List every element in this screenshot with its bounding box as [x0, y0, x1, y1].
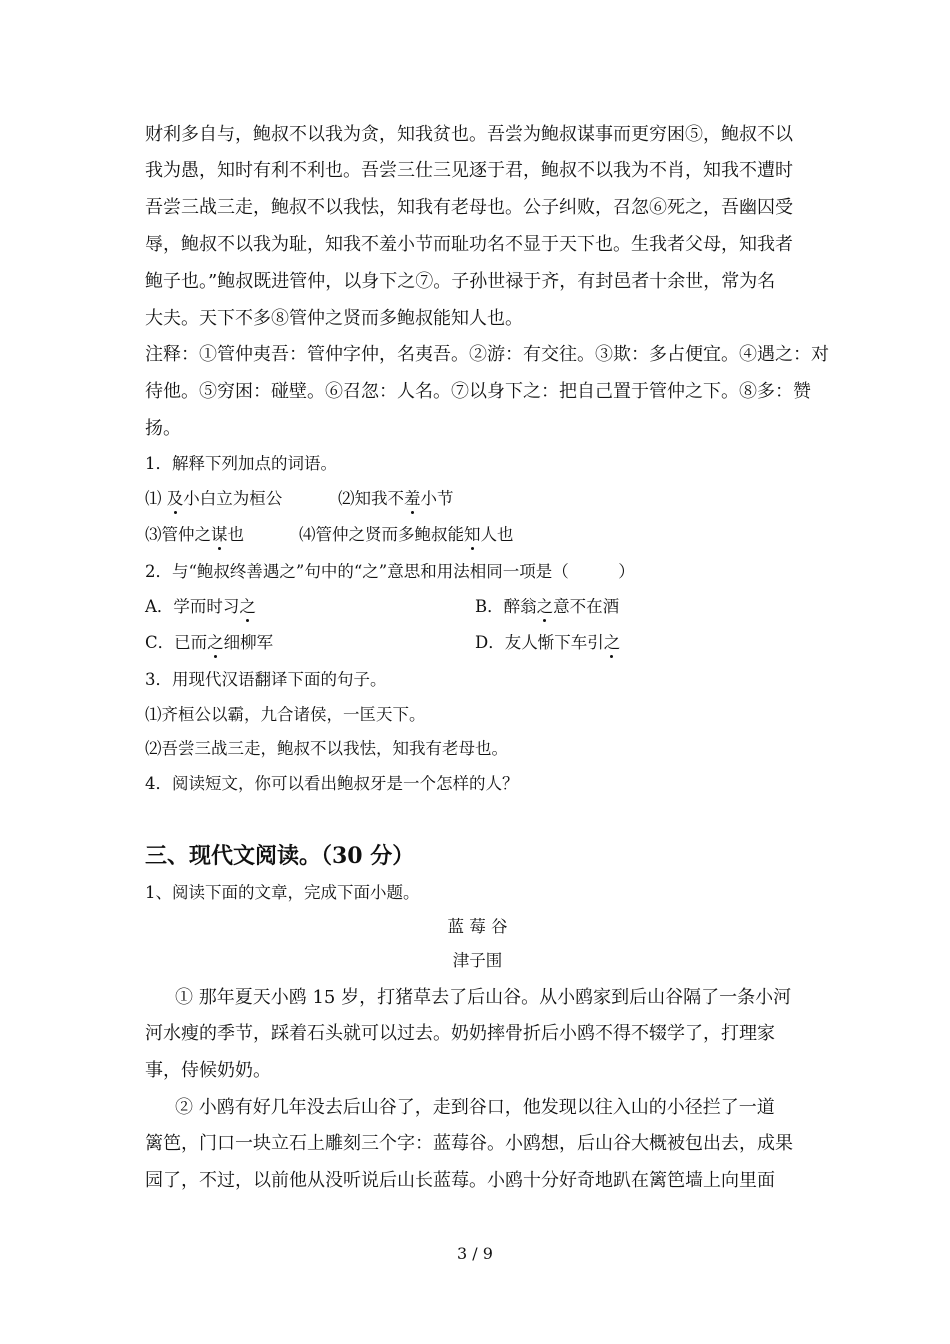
- item-text: 也: [227, 525, 244, 544]
- passage-line: 我为愚，知时有利不利也。吾尝三仕三见逐于君，鲍叔不以我为不肖，知我不遭时: [145, 160, 793, 181]
- passage-line: 辱，鲍叔不以我为耻，知我不羞小节而耻功名不显于天下也。生我者父母，知我者: [145, 234, 793, 255]
- article-author: 津子围: [452, 951, 503, 970]
- option-c: [145, 633, 273, 653]
- question-3: 3．用现代汉语翻译下面的句子。: [145, 670, 387, 689]
- paragraph-line: 河水瘦的季节，踩着石头就可以过去。奶奶摔骨折后小鸥不得不辍学了，打理家: [145, 1023, 775, 1044]
- passage-line: 吾尝三战三走，鲍叔不以我怯，知我有老母也。公子纠败，召忽⑥死之，吾幽囚受: [145, 197, 793, 218]
- dotted-word: 之: [239, 597, 256, 616]
- item-text: 小白立为桓公: [183, 489, 283, 508]
- question-1-item-4: [299, 525, 514, 545]
- note-line: 扬。: [145, 418, 181, 439]
- dotted-word: 之: [603, 633, 621, 652]
- option-text: 意不在酒: [553, 597, 620, 616]
- item-prefix: ⑷管仲之贤而多鲍叔能: [299, 525, 464, 544]
- question-1-item-1: [145, 489, 282, 509]
- dotted-word: 羞: [404, 489, 421, 508]
- article-title: 蓝 莓 谷: [447, 917, 508, 936]
- question-1-item-2: [338, 489, 454, 509]
- question-4: 4．阅读短文，你可以看出鲍叔牙是一个怎样的人？: [145, 774, 519, 793]
- passage-line: 财利多自与，鲍叔不以我为贪，知我贫也。吾尝为鲍叔谋事而更穷困⑤，鲍叔不以: [145, 124, 793, 145]
- dotted-word: 谋: [211, 525, 228, 544]
- question-3-item-2: ⑵吾尝三战三走，鲍叔不以我怯，知我有老母也。: [145, 739, 508, 758]
- item-prefix: ⑴: [145, 489, 167, 508]
- section-heading: 三、现代文阅读。（30 分）: [145, 843, 415, 869]
- question-1-item-3: [145, 525, 244, 545]
- option-text: A．学而时习: [145, 597, 240, 616]
- item-text: 小节: [420, 489, 454, 508]
- question-3-item-1: ⑴齐桓公以霸，九合诸侯，一匡天下。: [145, 705, 426, 724]
- option-a: [145, 597, 256, 617]
- option-b: [475, 597, 619, 617]
- option-d: [475, 633, 620, 653]
- option-text: D．友人惭下车引: [475, 633, 604, 652]
- item-prefix: ⑶管仲之: [145, 525, 211, 544]
- passage-line: 鲍子也。”鲍叔既进管仲，以身下之⑦。子孙世禄于齐，有封邑者十余世，常为名: [145, 271, 776, 292]
- item-text: 人也: [480, 525, 514, 544]
- note-line: 注释：①管仲夷吾：管仲字仲，名夷吾。②游：有交往。③欺：多占便宜。④遇之：对: [145, 344, 829, 365]
- paragraph-line: 园了，不过，以前他从没听说后山长蓝莓。小鸥十分好奇地趴在篱笆墙上向里面: [145, 1170, 775, 1191]
- option-text: 细柳军: [223, 633, 274, 652]
- dotted-word: 之: [207, 633, 224, 652]
- option-text: C．已而: [145, 633, 208, 652]
- page-number: 3 / 9: [457, 1244, 493, 1263]
- intro-line: 1、阅读下面的文章，完成下面小题。: [145, 883, 420, 902]
- question-2: 2．与“鲍叔终善遇之”句中的“之”意思和用法相同一项是（ ）: [145, 562, 635, 581]
- question-1: 1．解释下列加点的词语。: [145, 454, 337, 473]
- paragraph-line: ① 那年夏天小鸥 15 岁，打猪草去了后山谷。从小鸥家到后山谷隔了一条小河: [175, 987, 792, 1008]
- item-prefix: ⑵知我不: [338, 489, 404, 508]
- paragraph-line: 篱笆，门口一块立石上雕刻三个字：蓝莓谷。小鸥想，后山谷大概被包出去，成果: [145, 1133, 793, 1154]
- paragraph-line: 事，侍候奶奶。: [145, 1060, 271, 1081]
- dotted-word: 知: [464, 525, 481, 544]
- dotted-word: 之: [536, 597, 554, 616]
- note-line: 待他。⑤穷困：碰壁。⑥召忽：人名。⑦以身下之：把自己置于管仲之下。⑧多：赞: [145, 381, 811, 402]
- passage-line: 大夫。天下不多⑧管仲之贤而多鲍叔能知人也。: [145, 308, 523, 329]
- paragraph-line: ② 小鸥有好几年没去后山谷了，走到谷口，他发现以往入山的小径拦了一道: [175, 1097, 775, 1118]
- option-text: B．醉翁: [475, 597, 537, 616]
- dotted-word: 及: [166, 489, 184, 508]
